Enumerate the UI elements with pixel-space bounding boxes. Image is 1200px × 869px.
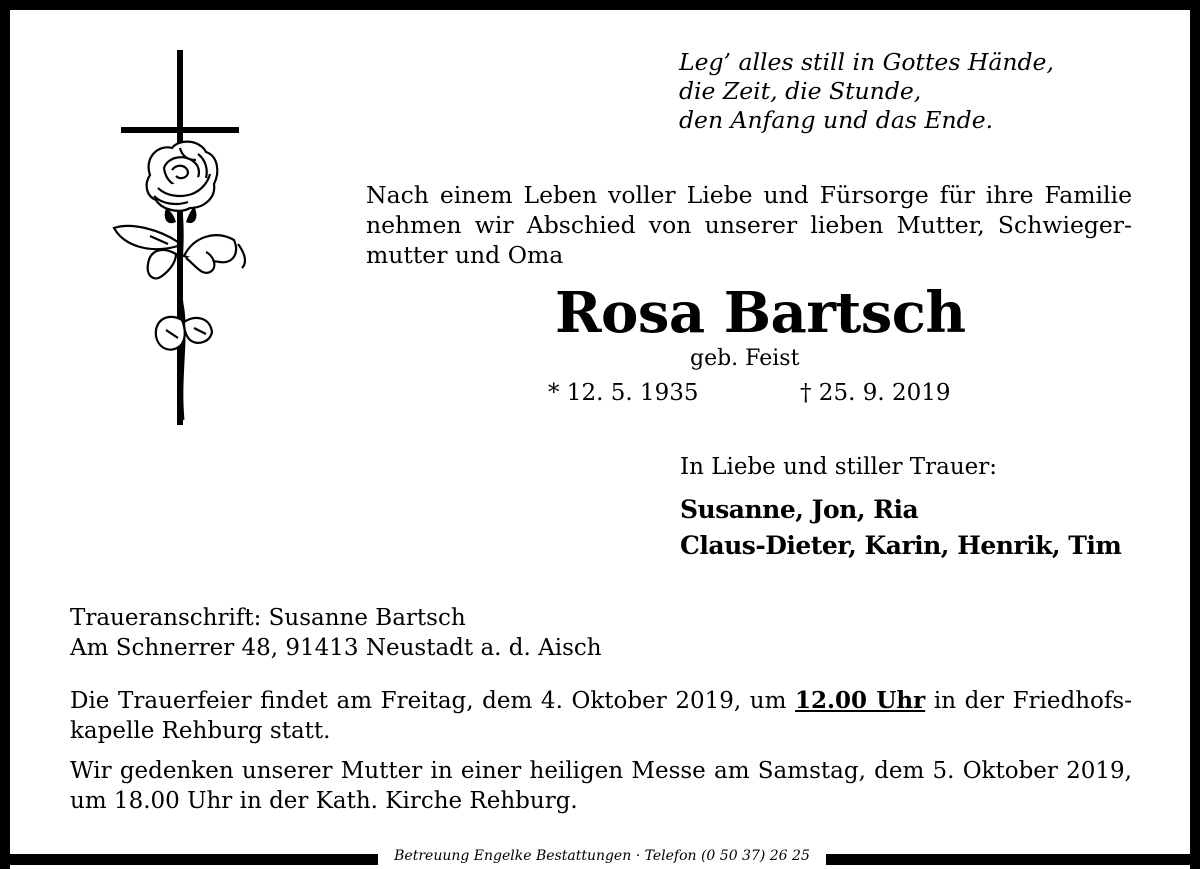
address-line: Traueranschrift: Susanne Bartsch xyxy=(70,605,466,631)
footer-bar-left xyxy=(0,854,378,865)
mourners-line: Susanne, Jon, Ria xyxy=(680,495,919,524)
footer xyxy=(0,848,1200,865)
intro-text: Nach einem Leben voller Liebe und Fürsorge für ihre Familie nehmen wir Abschied von unserer lieben Mutter, Schwiegermutter und Oma xyxy=(366,181,1132,269)
poem-line: die Zeit, die Stunde, xyxy=(679,77,922,105)
mourners-heading: In Liebe und stiller Trauer: xyxy=(680,454,998,480)
mourners-line: Claus-Dieter, Karin, Henrik, Tim xyxy=(680,531,1122,560)
poem xyxy=(679,48,1054,135)
ceremony-after: in der Friedhofskapelle Rehburg statt. xyxy=(70,688,1132,744)
poem-line: den Anfang und das Ende. xyxy=(679,106,994,134)
footer-bar-right xyxy=(826,854,1200,865)
deceased-name: Rosa Bartsch xyxy=(555,280,966,346)
address-line: Am Schnerrer 48, 91413 Neustadt a. d. Aisch xyxy=(70,635,602,661)
cross-with-rose-icon xyxy=(110,50,260,430)
footer-text: Betreuung Engelke Bestattungen · Telefon (0 50 37) 26 25 xyxy=(394,848,810,864)
death-date: † 25. 9. 2019 xyxy=(800,380,951,406)
mourners-list xyxy=(680,492,1121,564)
mass-text: Wir gedenken unserer Mutter in einer heiligen Messe am Samstag, dem 5. Oktober 2019, um 18.00 Uhr in der Kath. Kirche Rehburg. xyxy=(70,758,1132,814)
birth-date: * 12. 5. 1935 xyxy=(548,380,699,406)
mourning-address xyxy=(70,603,602,663)
maiden-name: geb. Feist xyxy=(690,346,800,371)
ceremony-before: Die Trauerfeier findet am Freitag, dem 4. Oktober 2019, um xyxy=(70,688,796,714)
poem-line: Leg’ alles still in Gottes Hände, xyxy=(679,48,1054,76)
ceremony-text xyxy=(70,686,1132,746)
ceremony-time: 12.00 Uhr xyxy=(795,687,926,714)
